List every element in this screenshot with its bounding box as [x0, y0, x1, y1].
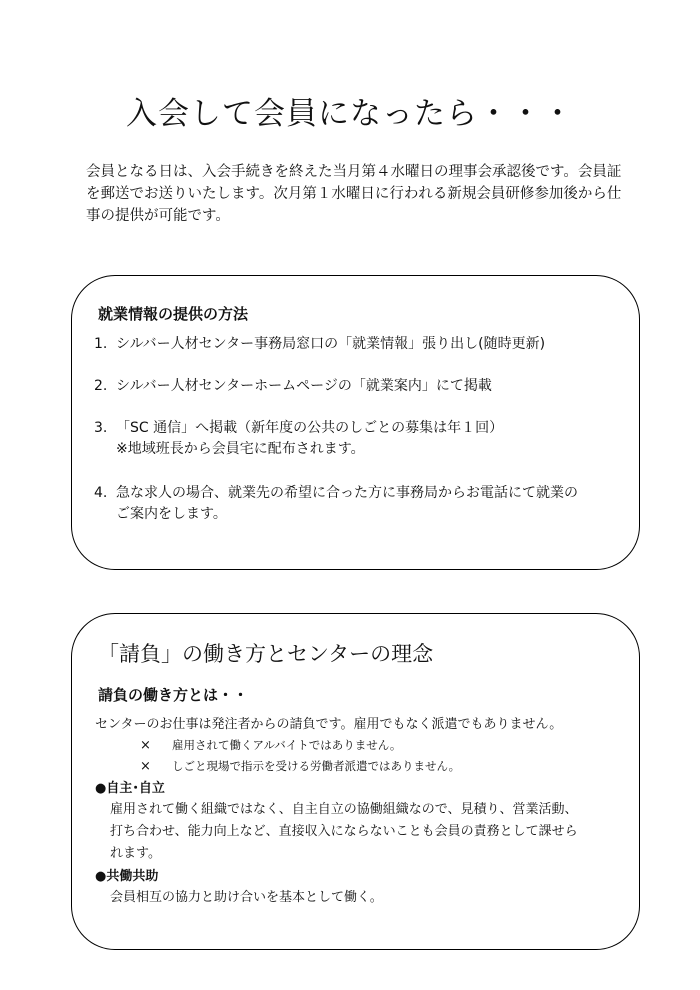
method-number: 4.: [94, 485, 108, 501]
method-item-1: [94, 334, 614, 355]
principle-cooperation-text: 会員相互の協力と助け合いを基本として働く。: [110, 890, 383, 905]
cross-mark-icon: ×: [140, 759, 151, 774]
method-number: 1.: [94, 336, 108, 352]
philosophy-title: 「請負」の働き方とセンターの理念: [98, 642, 434, 666]
method-item-4: [94, 483, 614, 525]
philosophy-body: [95, 715, 625, 909]
not-item-text: 雇用されて働くアルバイトではありません。: [172, 738, 402, 752]
method-text: 急な求人の場合、就業先の希望に合った方に事務局からお電話にて就業の: [116, 485, 578, 501]
contract-intro: センターのお仕事は発注者からの請負です。雇用でもなく派遣でもありません。: [95, 717, 563, 732]
method-number: 2.: [94, 378, 108, 394]
principle-autonomy-line-2: 打ち合わせ、能力向上など、直接収入にならないことも会員の責務として課せら: [110, 824, 578, 839]
not-item-1: [95, 735, 625, 756]
method-item-3: [94, 418, 614, 460]
method-number: 3.: [94, 420, 108, 436]
method-text: シルバー人材センターホームページの「就業案内」にて掲載: [116, 378, 492, 394]
employment-info-heading: 就業情報の提供の方法: [98, 305, 249, 323]
intro-paragraph: 会員となる日は、入会手続きを終えた当月第４水曜日の理事会承認後です。会員証を郵送でお送りいたします。次月第１水曜日に行われる新規会員研修参加後から仕事の提供が可能です。: [86, 164, 622, 224]
method-item-2: [94, 376, 614, 397]
principle-autonomy-line-1: 雇用されて働く組織ではなく、自主自立の協働組織なので、見積り、営業活動、: [110, 802, 578, 817]
philosophy-box: [71, 613, 640, 950]
method-continuation: ご案内をします。: [116, 506, 227, 522]
not-item-text: しごと現場で指示を受ける労働者派遣ではありません。: [172, 759, 461, 773]
principle-cooperation-heading: ●共働共助: [95, 869, 159, 884]
not-item-2: [95, 756, 625, 777]
principle-autonomy-heading: ●自主･自立: [95, 781, 165, 796]
page-title: 入会して会員になったら・・・: [126, 96, 574, 132]
contract-work-subheading: 請負の働き方とは・・: [98, 686, 249, 704]
principle-autonomy-line-3: れます。: [110, 846, 161, 861]
method-text: 「SC 通信」へ掲載（新年度の公共のしごとの募集は年１回）: [116, 420, 504, 436]
method-text: シルバー人材センター事務局窓口の「就業情報」張り出し(随時更新): [116, 336, 546, 352]
method-note: ※地域班長から会員宅に配布されます。: [116, 441, 365, 457]
employment-info-box: [71, 275, 640, 570]
cross-mark-icon: ×: [140, 738, 151, 753]
